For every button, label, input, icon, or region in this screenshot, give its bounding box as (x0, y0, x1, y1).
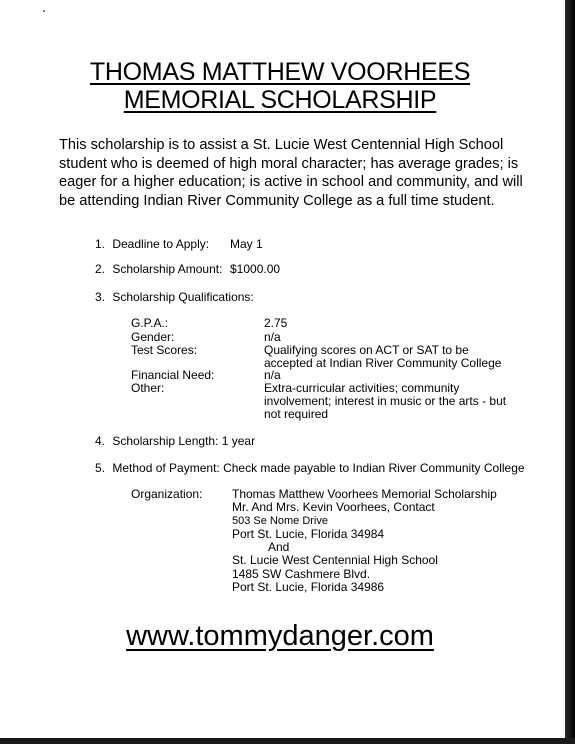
item-value: $1000.00 (230, 262, 281, 276)
org-line-name: Thomas Matthew Voorhees Memorial Scholarship (232, 487, 497, 501)
qual-label-financial-need: Financial Need: (131, 368, 215, 382)
document-title (0, 58, 560, 114)
list-item-amount (95, 262, 281, 276)
website-link[interactable]: www.tommydanger.com (126, 620, 434, 652)
org-line-city: Port St. Lucie, Florida 34984 (232, 526, 385, 541)
intro-paragraph: This scholarship is to assist a St. Lucie West Centennial High School student who is deemed of high moral character; has average grades; is eager for a higher education; is active in school and community, and will be attending Indian River Community College as a full time student. (59, 137, 523, 209)
item-number: 2. (95, 262, 106, 276)
title-line-1: THOMAS MATTHEW VOORHEES (89, 58, 471, 86)
scan-edge-right (565, 0, 575, 744)
qual-value-other: Extra-curricular activities; community involvement; interest in music or the arts - but not required (264, 381, 507, 421)
qual-value-test-scores: Qualifying scores on ACT or SAT to be accepted at Indian River Community College (264, 343, 502, 370)
list-item-qualifications (95, 290, 254, 304)
org-line-and: And (268, 540, 290, 555)
scan-speck (43, 10, 45, 12)
item-number: 4. (95, 434, 106, 448)
title-line-2: MEMORIAL SCHOLARSHIP (123, 86, 437, 114)
qual-label-gpa: G.P.A.: (131, 316, 169, 330)
list-item-payment (95, 461, 525, 475)
org-line-street: 503 Se Nome Drive (232, 514, 328, 527)
item-label: Method of Payment: Check made payable to Indian River Community College (112, 461, 525, 475)
scan-edge-bottom (0, 738, 575, 744)
item-label: Deadline to Apply: (112, 237, 210, 251)
item-number: 1. (95, 237, 106, 251)
qual-label-gender: Gender: (131, 330, 175, 344)
org-line-contact: Mr. And Mrs. Kevin Voorhees, Contact (232, 500, 435, 515)
list-item-deadline (95, 237, 263, 251)
org-line-school-city: Port St. Lucie, Florida 34986 (232, 580, 385, 595)
item-number: 5. (95, 461, 106, 475)
organization-label: Organization: (131, 487, 203, 501)
qual-value-gpa: 2.75 (264, 316, 288, 330)
item-number: 3. (95, 290, 106, 304)
org-line-school-street: 1485 SW Cashmere Blvd. (232, 566, 371, 581)
list-item-length (95, 434, 255, 448)
org-line-school: St. Lucie West Centennial High School (232, 553, 438, 568)
item-label: Scholarship Amount: (112, 262, 223, 276)
organization-address-block (232, 488, 532, 594)
qual-label-other: Other: (131, 381, 165, 395)
item-label: Scholarship Length: 1 year (112, 434, 256, 448)
qual-label-test-scores: Test Scores: (131, 343, 198, 357)
qual-value-gender: n/a (264, 330, 281, 344)
item-label: Scholarship Qualifications: (112, 290, 254, 304)
item-value: May 1 (230, 237, 263, 251)
qual-value-financial-need: n/a (264, 368, 281, 382)
